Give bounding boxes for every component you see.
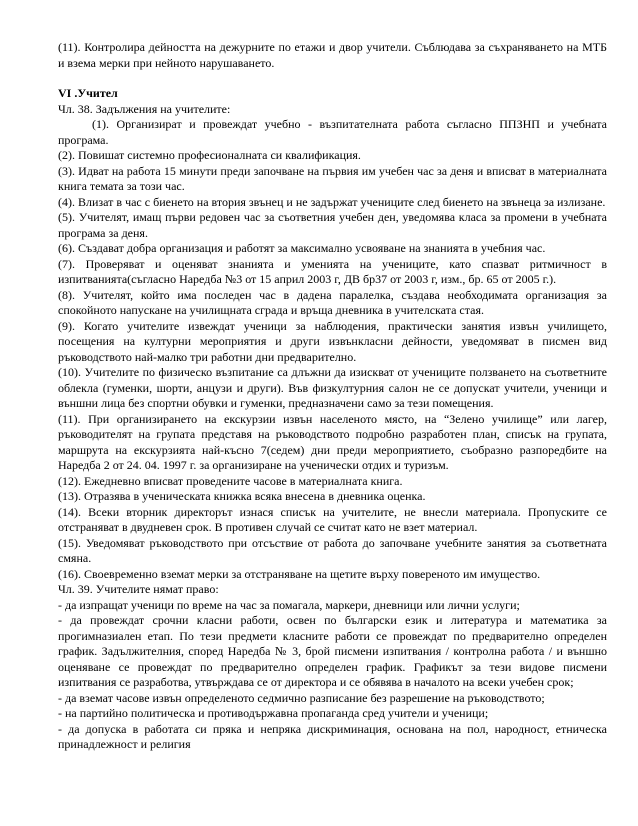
- article-38-item: (4). Влизат в час с биенето на втория звънец и не задържат учениците след биенето на звънеца за излизане.: [58, 194, 606, 209]
- article-39-item: - да допуска в работата си пряка и непряка дискриминация, основана на пол, народност, етническа принадлежност и религия: [58, 721, 607, 751]
- article-38-item: (2). Повишат системно професионалната си квалификация.: [58, 148, 361, 162]
- document-page: [58, 40, 607, 753]
- article-38-item: (14). Всеки вторник директорът изнася списък на учителите, не внесли материала. Пропуските се отстраняват в двудневен срок. В противен случай се считат като не взет материал.: [58, 504, 607, 534]
- section-heading: VI .Учител: [58, 86, 118, 100]
- article-39-item: - да вземат часове извън определеното седмично разписание без разрешение на ръководството;: [58, 690, 545, 705]
- article-38-title: Чл. 38. Задължения на учителите:: [58, 101, 231, 116]
- article-38-item: (1). Организират и провеждат учебно - възпитателната работа съгласно ППЗНП и учебната програма.: [58, 117, 607, 147]
- article-39-item: - да изпращат ученици по време на час за помагала, маркери, дневници или лични услуги;: [58, 597, 520, 612]
- article-38-item: (7). Проверяват и оценяват знанията и уменията на учениците, като спазват ритмичност в изпитванията(съгласно Наредба №3 от 15 април 2003 г, ДВ бр37 от 2003 г, изм., бр. 65 от 2005 г.).: [58, 256, 607, 286]
- article-38-item: (13). Отразява в ученическата книжка всяка внесена в дневника оценка.: [58, 489, 426, 503]
- article-39-title: Чл. 39. Учителите нямат право:: [58, 582, 219, 596]
- section-gap: [58, 71, 607, 86]
- article-39-item: - на партийно политическа и противодържавна пропаганда сред учители и ученици;: [58, 706, 489, 720]
- article-38-item: (12). Ежедневно вписват проведените часове в материалната книга.: [58, 473, 403, 488]
- article-38-item: (5). Учителят, имащ първи редовен час за съответния учебен ден, уведомява класа за промени в учебната програма за деня.: [58, 210, 607, 240]
- intro-paragraph: (11). Контролира дейността на дежурните по етажи и двор учители. Съблюдава за съхраняването на МТБ и взема мерки при нейното нарушаването.: [58, 40, 607, 70]
- article-38-item: (15). Уведомяват ръководството при отсъствие от работа до започване учебните занятия за съответната смяна.: [58, 535, 607, 565]
- article-38-item: (9). Когато учителите извеждат ученици за наблюдения, практически занятия извън училището, посещения на културни мероприятия и други извънкласни дейности, уведомяват в писмен вид ръководството най-малко три работни дни предварително.: [58, 318, 607, 364]
- article-38-item: (6). Създават добра организация и работят за максимално усвояване на знанията в учебния час.: [58, 241, 546, 255]
- article-38-item: (16). Своевременно вземат мерки за отстраняване на щетите върху повереното им имущество.: [58, 566, 541, 581]
- article-38-item: (10). Учителите по физическо възпитание са длъжни да изискват от учениците ползването на съответните облекла (гуменки, шорти, анцузи и други). Във физкултурния салон не се допускат учители, ученици и външни лица без спортни обувки и гуменки, предназначени само за тези помещения.: [58, 365, 607, 410]
- article-38-item: (11). При организирането на екскурзии извън населеното място, на “Зелено училище” или лагер, ръководителят на групата представя на ръководството подробно разработен план, списък на групата, маршрута на екскурзията най-късно 7(седем) дни преди мероприятието, съобразно разпоредбите на Наредба 2 от 24. 04. 1997 г. за организиране на ученически отдих и туризъм.: [58, 411, 607, 472]
- article-39-item: - да провеждат срочни класни работи, освен по български език и литература и математика за прогимназиален етап. По тези предмети класните работи се провеждат по предварително определен график. Задължителния, според Наредба № 3, брой писмени изпитвания / контролна работа / и външно оценяване се провеждат по предварително определен график. Графикът за тези видове писмени изпитвания се разработва, утвърждава се от директора и се обявява в началото на всеки учебен срок;: [58, 613, 607, 689]
- article-38-item: (3). Идват на работа 15 минути преди започване на първия им учебен час за деня и вписват в материалната книга темата за този час.: [58, 163, 607, 193]
- article-38-item: (8). Учителят, който има последен час в дадена паралелка, създава необходимата организация за спокойното напускане на училищната сграда и връща дневника в учителската стая.: [58, 287, 607, 317]
